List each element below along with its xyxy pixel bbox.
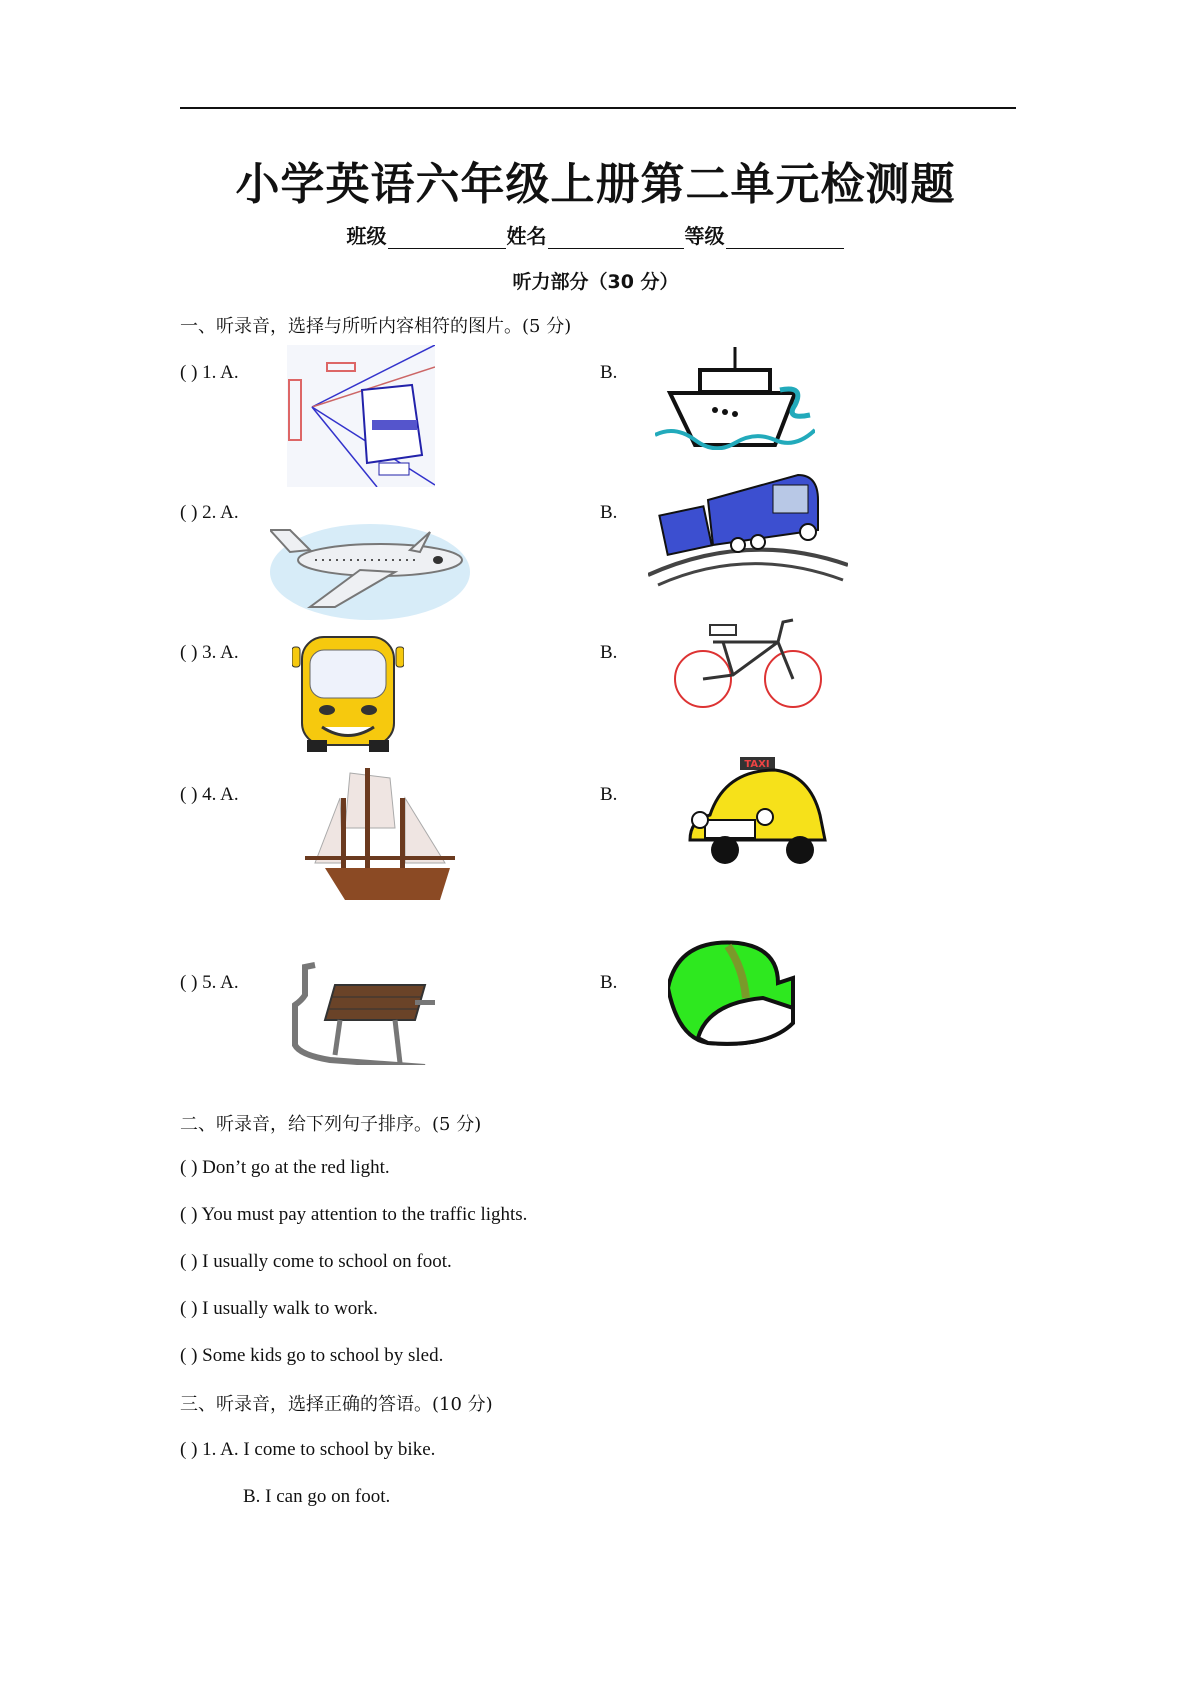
- section2-item-2: ( ) You must pay attention to the traffic lights.: [180, 1204, 528, 1225]
- section2-item-5: ( ) Some kids go to school by sled.: [180, 1345, 444, 1366]
- section3-q1-option-b: B. I can go on foot.: [243, 1486, 391, 1507]
- helmet-image: [668, 938, 798, 1053]
- section1-heading: 一、听录音，选择与所听内容相符的图片。(5 分): [180, 316, 572, 337]
- name-label: 姓名: [506, 224, 547, 248]
- svg-text:TAXI: TAXI: [744, 759, 770, 770]
- cruise-ship-image: [655, 345, 815, 450]
- q5-label: ( ) 5. A.: [180, 972, 239, 993]
- q1-option-b: B.: [600, 362, 618, 383]
- yellow-bus-image: [292, 632, 404, 752]
- q4-option-b: B.: [600, 784, 618, 805]
- section2-item-1: ( ) Don’t go at the red light.: [180, 1157, 390, 1178]
- q2-option-b: B.: [600, 502, 618, 523]
- section3-q1-option-a: ( ) 1. A. I come to school by bike.: [180, 1439, 436, 1460]
- q3-label: ( ) 3. A.: [180, 642, 239, 663]
- section3-heading: 三、听录音，选择正确的答语。(10 分): [180, 1394, 493, 1415]
- q4-label: ( ) 4. A.: [180, 784, 239, 805]
- sailing-ship-image: [305, 768, 455, 900]
- taxi-image: [685, 755, 830, 865]
- page-title: 小学英语六年级上册第二单元检测题: [235, 159, 956, 210]
- listening-section-header: 听力部分（30 分）: [512, 271, 679, 293]
- q1-label: ( ) 1. A.: [180, 362, 239, 383]
- subway-train-image: [287, 345, 435, 487]
- bicycle-image: [668, 617, 828, 717]
- blue-train-image: [648, 470, 848, 588]
- airplane-image: [270, 512, 470, 620]
- class-label: 班级: [346, 224, 387, 248]
- header-rule: [180, 107, 1016, 109]
- q5-option-b: B.: [600, 972, 618, 993]
- section2-item-4: ( ) I usually walk to work.: [180, 1298, 378, 1319]
- grade-field[interactable]: [726, 228, 844, 249]
- q3-option-b: B.: [600, 642, 618, 663]
- sled-image: [290, 955, 435, 1065]
- section2-heading: 二、听录音，给下列句子排序。(5 分): [180, 1114, 482, 1135]
- student-info-line: [0, 220, 1191, 249]
- class-field[interactable]: [388, 228, 506, 249]
- grade-label: 等级: [684, 224, 725, 248]
- name-field[interactable]: [548, 228, 684, 249]
- section2-item-3: ( ) I usually come to school on foot.: [180, 1251, 452, 1272]
- q2-label: ( ) 2. A.: [180, 502, 239, 523]
